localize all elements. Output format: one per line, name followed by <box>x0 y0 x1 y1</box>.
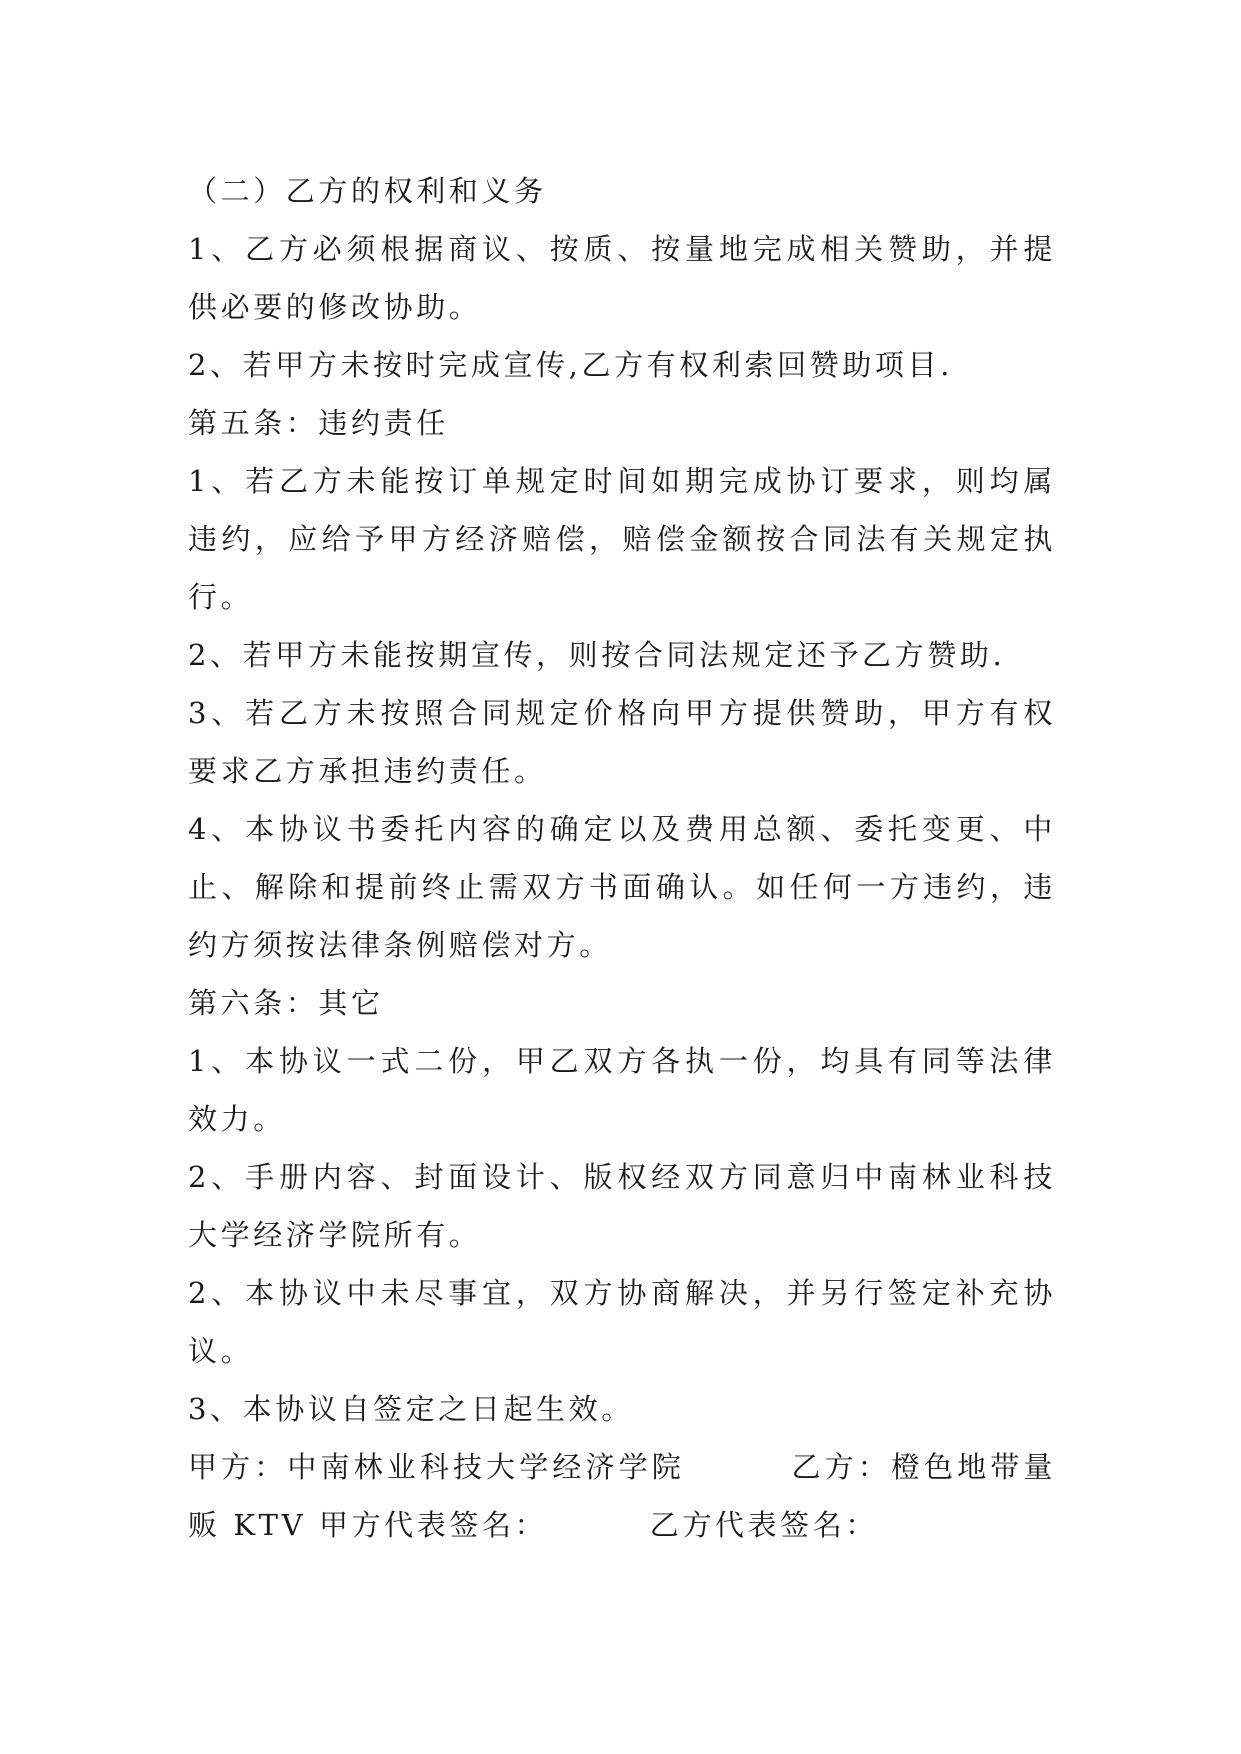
section-subheading-party-b-rights: （二）乙方的权利和义务 <box>188 174 547 208</box>
document-body <box>188 162 1056 1554</box>
clause-paragraph: 1、若乙方未能按订单规定时间如期完成协订要求，则均属违约，应给予甲方经济赔偿，赔偿金额按合同法有关规定执行。 <box>188 464 1056 614</box>
clause-paragraph: 2、本协议中未尽事宜，双方协商解决，并另行签定补充协议。 <box>188 1276 1056 1368</box>
article-heading-breach-liability: 第五条：违约责任 <box>188 406 449 440</box>
clause-paragraph: 2、手册内容、封面设计、版权经双方同意归中南林业科技大学经济学院所有。 <box>188 1160 1056 1252</box>
signature-block: 甲方：中南林业科技大学经济学院 乙方：橙色地带量贩 KTV 甲方代表签名： 乙方代表签名： <box>188 1450 1056 1542</box>
clause-paragraph: 2、若甲方未能按期宣传，则按合同法规定还予乙方赞助. <box>188 638 1006 672</box>
clause-paragraph: 2、若甲方未按时完成宣传,乙方有权利索回赞助项目. <box>188 348 953 382</box>
clause-paragraph: 3、若乙方未按照合同规定价格向甲方提供赞助，甲方有权要求乙方承担违约责任。 <box>188 696 1056 788</box>
clause-paragraph: 1、本协议一式二份，甲乙双方各执一份，均具有同等法律效力。 <box>188 1044 1056 1136</box>
clause-paragraph: 3、本协议自签定之日起生效。 <box>188 1392 634 1426</box>
clause-paragraph: 1、乙方必须根据商议、按质、按量地完成相关赞助，并提供必要的修改协助。 <box>188 232 1056 324</box>
article-heading-other: 第六条：其它 <box>188 986 384 1020</box>
clause-paragraph: 4、本协议书委托内容的确定以及费用总额、委托变更、中止、解除和提前终止需双方书面确认。如任何一方违约，违约方须按法律条例赔偿对方。 <box>188 812 1056 962</box>
